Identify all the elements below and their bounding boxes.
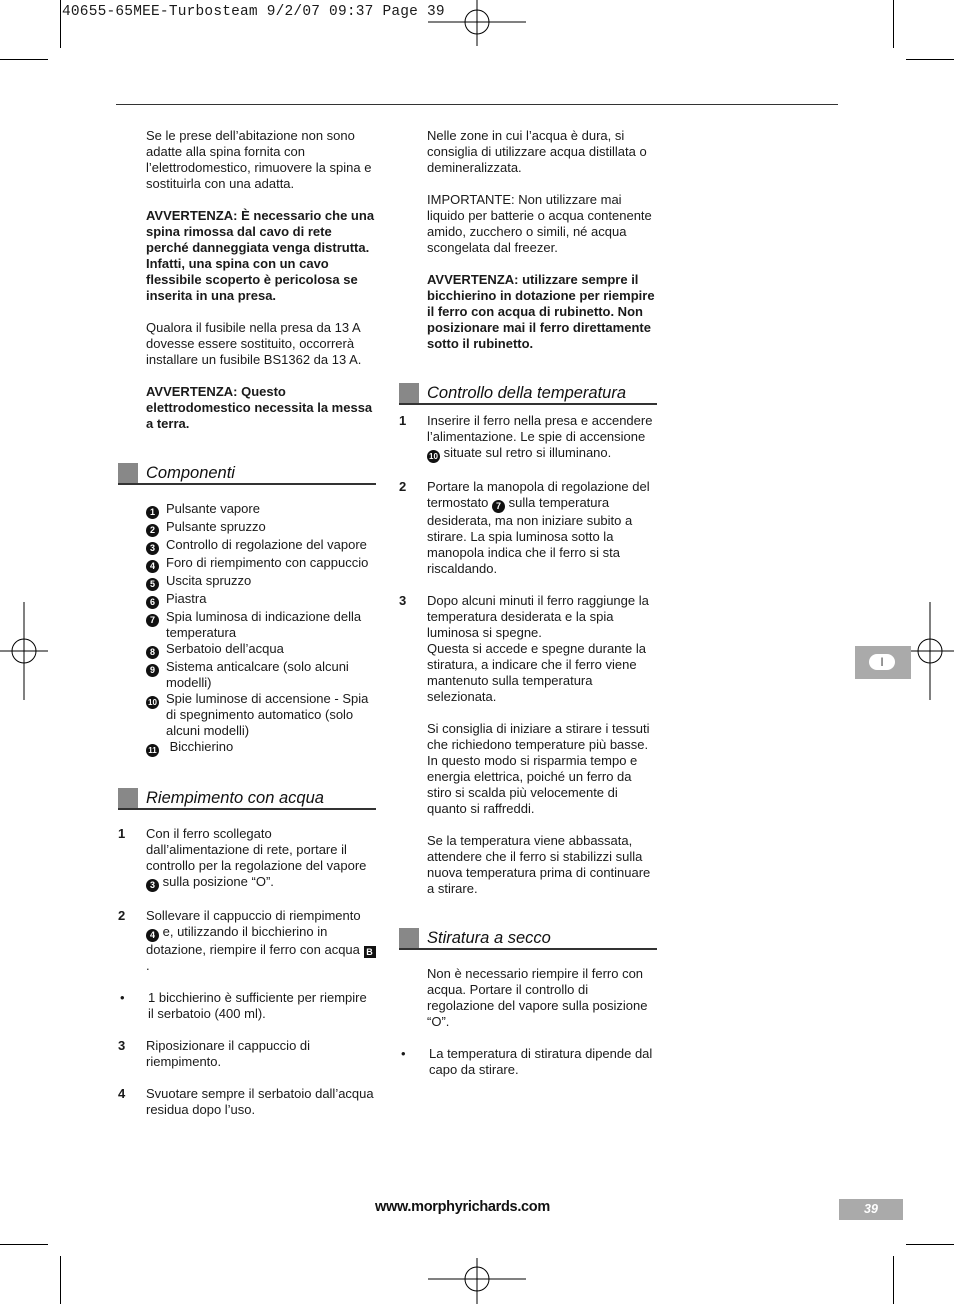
- number-5-icon: 5: [146, 578, 159, 591]
- step-text: Svuotare sempre il serbatoio dall’acqua residua dopo l’uso.: [146, 1086, 374, 1117]
- bullet-icon: •: [120, 990, 125, 1005]
- step-number: 1: [399, 413, 407, 428]
- number-7-icon: 7: [146, 614, 159, 627]
- filling-bullet: [118, 990, 376, 1022]
- step-text: Portare la manopola di regolazione del termostato: [427, 479, 650, 510]
- number-3-icon: 3: [146, 542, 159, 555]
- components-list: [118, 501, 376, 757]
- list-item-label: Spia luminosa di indicazione della temperatura: [166, 609, 362, 640]
- crop-mark-tr-h: [906, 59, 954, 60]
- temperature-step-1: [399, 413, 657, 463]
- heading-box-icon: [399, 928, 419, 948]
- list-item: [118, 641, 376, 659]
- temperature-lowered-paragraph: Se la temperatura viene abbassata, attendere che il ferro si stabilizzi sulla nuova temperatura prima di continuare a stirare.: [427, 833, 651, 896]
- list-item-label: Sistema anticalcare (solo alcuni modelli): [166, 659, 349, 690]
- number-4-icon: 4: [146, 560, 159, 573]
- temperature-title: Controllo della temperatura: [427, 384, 627, 402]
- registration-mark-left: [0, 602, 48, 700]
- crop-mark-tl-h: [0, 59, 48, 60]
- filling-step-4: [118, 1086, 376, 1118]
- earth-warning-paragraph: AVVERTENZA: Questo elettrodomestico necessita la messa a terra.: [146, 384, 373, 431]
- bullet-icon: •: [401, 1046, 406, 1061]
- step-number: 4: [118, 1086, 126, 1101]
- step-number: 3: [399, 593, 407, 608]
- number-6-icon: 6: [146, 596, 159, 609]
- step-number: 3: [118, 1038, 126, 1053]
- bullet-text: 1 bicchierino è sufficiente per riempire il serbatoio (400 ml).: [148, 990, 367, 1021]
- dry-ironing-heading: [399, 928, 657, 950]
- step-text: Con il ferro scollegato dall’alimentazione di rete, portare il controllo per la regolazione del vapore: [146, 826, 367, 873]
- number-7-icon: 7: [492, 500, 505, 513]
- list-item-label: Uscita spruzzo: [166, 573, 252, 588]
- list-item: [118, 519, 376, 537]
- list-item-label: Controllo di regolazione del vapore: [166, 537, 367, 552]
- components-heading: [118, 463, 376, 485]
- step-number: 2: [118, 908, 126, 923]
- plug-intro-paragraph: Se le prese dell’abitazione non sono adatte alla spina fornita con l’elettrodomestico, rimuovere la spina e sostituirla con una adatta.: [146, 128, 372, 191]
- step-text: .: [146, 958, 150, 973]
- number-11-icon: 11: [146, 744, 159, 757]
- print-slug: 40655-65MEE-Turbosteam 9/2/07 09:37 Page 39: [62, 4, 445, 20]
- fuse-paragraph: Qualora il fusibile nella presa da 13 A dovesse essere sostituito, occorrerà installare un fusibile BS1362 da 13 A.: [146, 320, 362, 367]
- plug-warning-paragraph: AVVERTENZA: È necessario che una spina rimossa dal cavo di rete perché danneggiata venga distrutta. Infatti, una spina con un cavo flessibile scoperto è pericolosa se inserita in una presa.: [146, 208, 375, 303]
- dry-ironing-title: Stiratura a secco: [427, 929, 551, 947]
- temperature-step-3: [399, 593, 657, 705]
- hard-water-paragraph: Nelle zone in cui l’acqua è dura, si consiglia di utilizzare acqua distillata o demineralizzata.: [427, 128, 647, 175]
- step-text: e, utilizzando il bicchierino in dotazione, riempire il ferro con acqua: [146, 924, 364, 957]
- number-4-icon: 4: [146, 929, 159, 942]
- list-item: [118, 609, 376, 641]
- language-tab-label: I: [869, 654, 895, 670]
- list-item-label: Foro di riempimento con cappuccio: [166, 555, 369, 570]
- language-tab: [855, 646, 911, 679]
- step-text: Inserire il ferro nella presa e accendere l’alimentazione. Le spie di accensione: [427, 413, 653, 444]
- filling-step-2: [118, 908, 376, 974]
- step-number: 2: [399, 479, 407, 494]
- crop-mark-bl-h: [0, 1244, 48, 1245]
- list-item-label: Pulsante spruzzo: [166, 519, 266, 534]
- step-text: sulla temperatura desiderata, ma non iniziare subito a stirare. La spia luminosa sotto la manopola indica che il ferro si sta riscaldando.: [427, 495, 633, 576]
- list-item: [118, 537, 376, 555]
- step-text: sulla posizione “O”.: [159, 874, 274, 889]
- heading-box-icon: [118, 788, 138, 808]
- list-item: [118, 555, 376, 573]
- list-item-label: Spie luminose di accensione - Spia di spegnimento automatico (solo alcuni modelli): [166, 691, 369, 738]
- number-1-icon: 1: [146, 506, 159, 519]
- number-2-icon: 2: [146, 524, 159, 537]
- bullet-text: La temperatura di stiratura dipende dal capo da stirare.: [429, 1046, 653, 1077]
- temperature-step-2: [399, 479, 657, 577]
- step-text: Sollevare il cappuccio di riempimento: [146, 908, 361, 923]
- list-item: [118, 591, 376, 609]
- filling-heading: [118, 788, 376, 810]
- crop-mark-bl-v: [60, 1256, 61, 1304]
- letter-b-icon: B: [364, 946, 376, 958]
- temperature-advice-paragraph: Si consiglia di iniziare a stirare i tessuti che richiedono temperature più basse. In questo modo si risparmia tempo e energia elettrica, poiché un ferro da stiro si scalda più velocemente di quanto si raffreddi.: [427, 721, 650, 816]
- left-column: [118, 128, 376, 1134]
- list-item: [118, 739, 376, 757]
- step-text: situate sul retro si illuminano.: [440, 445, 612, 460]
- crop-mark-tl-v: [60, 0, 61, 48]
- list-item-label: Piastra: [166, 591, 207, 606]
- filling-title: Riempimento con acqua: [146, 789, 324, 807]
- header-rule: [116, 104, 838, 105]
- crop-mark-br-h: [906, 1244, 954, 1245]
- number-10-icon: 10: [146, 696, 159, 709]
- heading-box-icon: [118, 463, 138, 483]
- list-item-label: Serbatoio dell’acqua: [166, 641, 284, 656]
- step-number: 1: [118, 826, 126, 841]
- dry-ironing-paragraph: Non è necessario riempire il ferro con acqua. Portare il controllo di regolazione del vapore sulla posizione “O”.: [427, 966, 648, 1029]
- crop-mark-br-v: [893, 1256, 894, 1304]
- filling-step-1: [118, 826, 376, 892]
- filling-step-3: [118, 1038, 376, 1070]
- number-3-icon: 3: [146, 879, 159, 892]
- dry-ironing-bullet: [399, 1046, 657, 1078]
- list-item: [118, 573, 376, 591]
- temperature-heading: [399, 383, 657, 405]
- registration-mark-right: [906, 602, 954, 700]
- registration-mark-bottom: [428, 1258, 526, 1304]
- list-item: [118, 691, 376, 739]
- heading-box-icon: [399, 383, 419, 403]
- step-text: Questa si accede e spegne durante la stiratura, a indicare che il ferro viene mantenuto sulla temperatura selezionata.: [427, 641, 646, 704]
- number-8-icon: 8: [146, 646, 159, 659]
- page-number: 39: [839, 1199, 903, 1220]
- number-9-icon: 9: [146, 664, 159, 677]
- list-item: [118, 501, 376, 519]
- step-text: Dopo alcuni minuti il ferro raggiunge la temperatura desiderata e la spia luminosa si spegne.: [427, 593, 649, 640]
- right-column: [399, 128, 657, 1094]
- step-text: Riposizionare il cappuccio di riempimento.: [146, 1038, 311, 1069]
- crop-mark-tr-v: [893, 0, 894, 48]
- components-title: Componenti: [146, 464, 235, 482]
- website-url[interactable]: www.morphyrichards.com: [375, 1199, 550, 1215]
- list-item: [118, 659, 376, 691]
- tap-warning-paragraph: AVVERTENZA: utilizzare sempre il bicchierino in dotazione per riempire il ferro con acqua di rubinetto. Non posizionare mai il ferro direttamente sotto il rubinetto.: [427, 272, 655, 351]
- number-10-icon: 10: [427, 450, 440, 463]
- registration-mark-top: [428, 0, 526, 46]
- important-paragraph: IMPORTANTE: Non utilizzare mai liquido per batterie o acqua contenente amido, zucchero o simili, né acqua scongelata dal freezer.: [427, 192, 652, 255]
- list-item-label: Bicchierino: [166, 739, 234, 754]
- list-item-label: Pulsante vapore: [166, 501, 260, 516]
